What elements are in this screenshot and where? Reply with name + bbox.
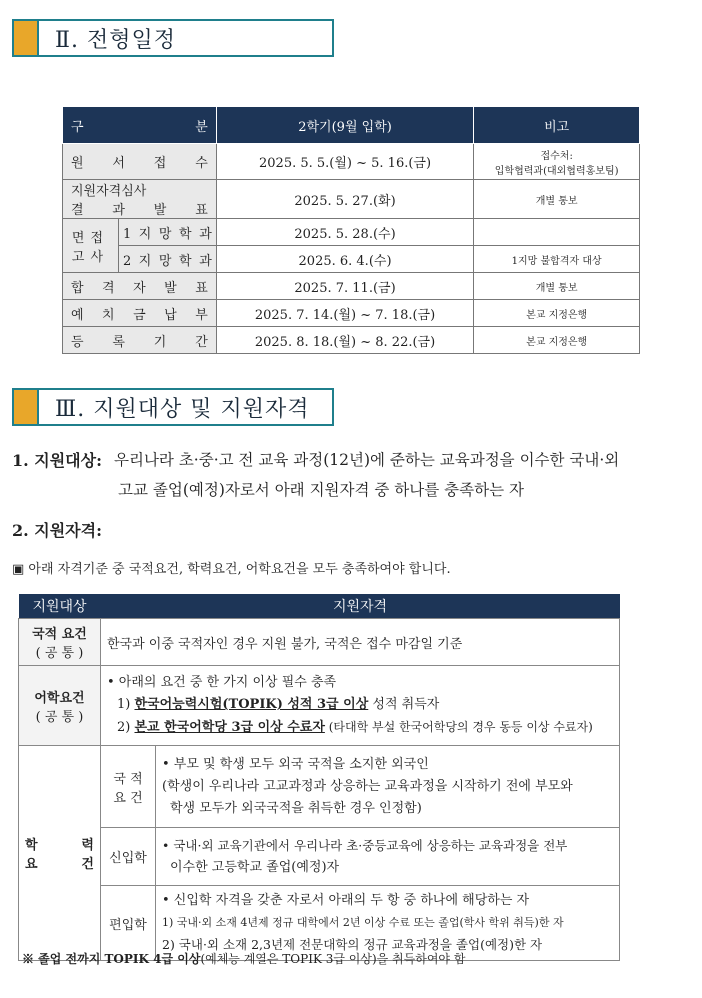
item-number: 1) <box>117 697 135 712</box>
academic-nationality-sub <box>101 746 156 828</box>
heading-line-1: 국적 요건 <box>32 627 87 642</box>
item-number: 2) <box>117 720 135 735</box>
label-line-1: 지원자격심사 <box>71 184 147 199</box>
interview-sub-label: 1 지 망 학 과 <box>118 219 216 246</box>
footnote-rest: (예체능 계열은 TOPIK 3급 이상)을 취득하여야 함 <box>200 952 466 966</box>
note-line-2: 입학협력과(대외협력홍보팀) <box>494 165 619 177</box>
group-line-2: 고사 <box>71 249 110 265</box>
schedule-header-note: 비고 <box>474 107 640 144</box>
academic-heading <box>19 746 101 961</box>
item-suffix: (타대학 부설 한국어학당의 경우 동등 이상 수료자) <box>324 720 593 734</box>
heading-line-2: ( 공 통 ) <box>35 709 84 725</box>
schedule-row-note: 본교 지정은행 <box>474 300 640 327</box>
title-accent-bar <box>14 390 39 424</box>
schedule-row-note <box>474 144 640 180</box>
schedule-row-note <box>474 219 640 246</box>
academic-freshman-text <box>156 828 620 886</box>
line-3: 학생 모두가 외국국적을 취득한 경우 인정함) <box>170 800 422 816</box>
heading-line-2: ( 공 통 ) <box>35 646 84 661</box>
schedule-row-note: 1지망 불합격자 대상 <box>474 246 640 273</box>
heading-line-1: 어학요건 <box>34 690 85 706</box>
schedule-row-label: 등 록 기 간 <box>63 327 217 354</box>
eligibility-header-target: 지원대상 <box>19 594 101 619</box>
schedule-row-date: 2025. 7. 14.(월) ~ 7. 18.(금) <box>216 300 474 327</box>
section-2-title: Ⅱ. 전형일정 <box>55 27 176 53</box>
language-line-2 <box>107 694 613 716</box>
academic-freshman-sub: 신입학 <box>101 828 156 886</box>
schedule-table <box>62 106 640 354</box>
target-text-line-2: 고교 졸업(예정)자로서 아래 지원자격 중 하나를 충족하는 자 <box>118 481 524 499</box>
schedule-row-date: 2025. 7. 11.(금) <box>216 273 474 300</box>
schedule-row-date: 2025. 5. 28.(수) <box>216 219 474 246</box>
target-label: 1. 지원대상: <box>12 451 103 470</box>
footnote <box>22 950 465 967</box>
note-line-1: 접수처: <box>540 150 573 162</box>
schedule-row-date: 2025. 5. 5.(월) ~ 5. 16.(금) <box>216 144 474 180</box>
schedule-row-date: 2025. 6. 4.(수) <box>216 246 474 273</box>
section-2-title-box <box>12 19 334 57</box>
nationality-heading <box>19 619 101 666</box>
schedule-row-note: 개별 통보 <box>474 273 640 300</box>
target-text-line-1: 우리나라 초·중·고 전 교육 과정(12년)에 준하는 교육과정을 이수한 국내·외 <box>114 451 620 469</box>
language-line-3 <box>107 716 613 739</box>
language-institute-requirement: 본교 한국어학당 3급 이상 수료자 <box>134 720 325 735</box>
eligibility-table <box>18 594 620 961</box>
label-line-2: 결 과 발 표 <box>71 203 208 218</box>
language-requirements <box>101 666 620 746</box>
line-2: (학생이 우리나라 고교과정과 상응하는 교육과정을 시작하기 전에 부모와 <box>162 778 573 794</box>
line-1: • 국내·외 교육기관에서 우리나라 초·중등교육에 상응하는 교육과정을 전부 <box>162 837 568 853</box>
language-heading <box>19 666 101 746</box>
footnote-bold: ※ 졸업 전까지 TOPIK 4급 이상 <box>22 952 201 966</box>
line-1: • 신입학 자격을 갖춘 자로서 아래의 두 항 중 하나에 해당하는 자 <box>162 893 530 908</box>
schedule-row-date: 2025. 5. 27.(화) <box>216 180 474 219</box>
schedule-row-label: 합 격 자 발 표 <box>63 273 217 300</box>
group-line-1: 면접 <box>71 230 110 246</box>
schedule-header-category: 구 분 <box>63 107 217 144</box>
eligibility-header-qualification: 지원자격 <box>101 594 620 619</box>
interview-group-label <box>63 219 119 273</box>
section-3-title: Ⅲ. 지원대상 및 지원자격 <box>55 396 310 422</box>
academic-nationality-text <box>156 746 620 828</box>
qualification-label: 2. 지원자격: <box>12 521 103 540</box>
line-1: • 부모 및 학생 모두 외국 국적을 소지한 외국인 <box>162 756 429 772</box>
line-3: 2) 국내·외 소재 2,3년제 전문대학의 정규 교육과정을 졸업(예정)한 자 <box>162 937 543 952</box>
sub-line-2: 요 건 <box>113 790 143 806</box>
line-2: 1) 국내·외 소재 4년제 정규 대학에서 2년 이상 수료 또는 졸업(학사 학위 취득)한 자 <box>162 916 564 929</box>
qualification-notice: ▣ 아래 자격기준 중 국적요건, 학력요건, 어학요건을 모두 충족하여야 합니다. <box>12 562 451 577</box>
schedule-row-label <box>63 180 217 219</box>
line-2: 이수한 고등학교 졸업(예정)자 <box>170 859 340 875</box>
title-accent-bar <box>14 21 39 55</box>
interview-sub-label: 2 지 망 학 과 <box>118 246 216 273</box>
sub-line-1: 국 적 <box>113 771 143 787</box>
nationality-text: 한국과 이중 국적자인 경우 지원 불가, 국적은 접수 마감일 기준 <box>101 619 620 666</box>
heading-line-2: 요 건 <box>25 857 94 872</box>
academic-transfer-sub: 편입학 <box>101 886 156 961</box>
schedule-row-date: 2025. 8. 18.(월) ~ 8. 22.(금) <box>216 327 474 354</box>
schedule-row-note: 개별 통보 <box>474 180 640 219</box>
schedule-row-label: 원 서 접 수 <box>63 144 217 180</box>
schedule-row-label: 예 치 금 납 부 <box>63 300 217 327</box>
item-suffix: 성적 취득자 <box>368 697 440 712</box>
topik-requirement: 한국어능력시험(TOPIK) 성적 3급 이상 <box>134 697 369 712</box>
schedule-row-note: 본교 지정은행 <box>474 327 640 354</box>
section-3-title-box <box>12 388 334 426</box>
heading-line-1: 학 력 <box>25 838 94 853</box>
language-line-1: • 아래의 요건 중 한 가지 이상 필수 충족 <box>107 675 337 690</box>
schedule-header-term: 2학기(9월 입학) <box>216 107 474 144</box>
